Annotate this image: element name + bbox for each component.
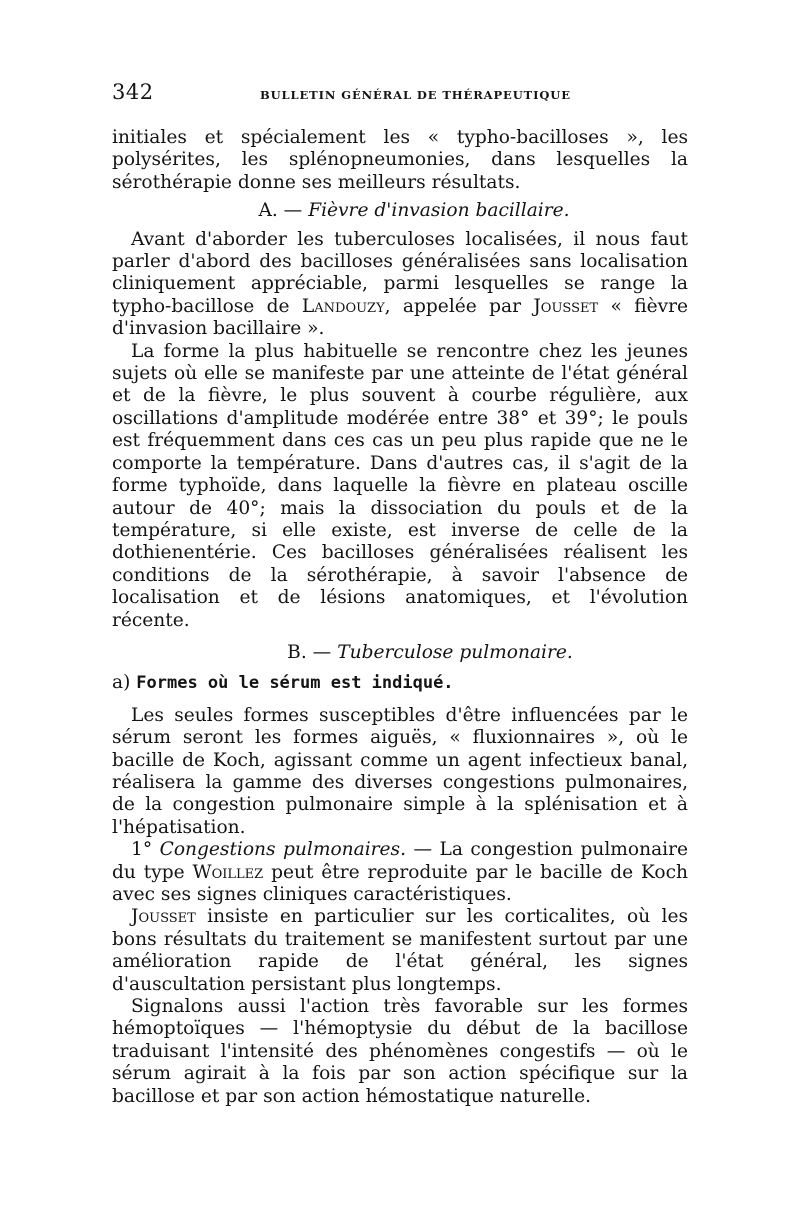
author-name-jousset: Jousset <box>533 295 599 317</box>
section-label-b: B. — <box>287 641 332 663</box>
text-run: Avant d'aborder les tuberculoses localisées, il nous faut parler d'abord des bacilloses généralisées sans localisation cliniquement appréciable, parmi lesquelles se range la typho-bacillose de <box>112 228 688 317</box>
page-header <box>112 80 687 106</box>
section-label-a: A. — <box>258 200 303 222</box>
text-run: , appelée par <box>384 295 534 317</box>
subsection-heading <box>112 672 688 694</box>
page-number: 342 <box>112 80 154 104</box>
text-run: — La congestion pulmonaire du type <box>112 839 688 883</box>
author-name-landouzy: Landouzy <box>301 295 385 317</box>
paragraph-congestions <box>112 839 688 906</box>
paragraph-formes-aigues: Les seules formes susceptibles d'être influencées par le sérum seront les formes aiguës, « fluxionnaires », où le bacille de Koch, agissant comme un agent infectieux banal, réalisera la gamme des diverses congestions pulmonaires, de la congestion pulmonaire simple à la splénisation et à l'hépatisation. <box>112 704 688 838</box>
text-run: insiste en particulier sur les corticalites, où les bons résultats du traitement se manifestent surtout par une amélioration rapide de l'état général, les signes d'auscultation persistant plus longtemps. <box>112 906 688 995</box>
author-name-jousset: Jousset <box>131 906 196 928</box>
paragraph-forme-habituelle: La forme la plus habituelle se rencontre chez les jeunes sujets où elle se manifeste par une atteinte de l'état général et de la fièvre, le plus souvent à courbe régulière, aux oscillations d'amplitude modérée entre 38° et 39°; le pouls est fréquemment dans ces cas un peu plus rapide que ne le comporte la température. Dans d'autres cas, il s'agit de la forme typhoïde, dans laquelle la fièvre en plateau oscille autour de 40°; mais la dissociation du pouls et de la température, si elle existe, est inverse de celle de la dothienentérie. Ces bacilloses généralisées réalisent les conditions de la sérothérapie, à savoir l'absence de localisation et de lésions anatomiques, et l'évolution récente. <box>112 340 688 631</box>
section-heading-b <box>112 632 688 670</box>
author-name-woillez: Woillez <box>192 861 264 883</box>
page-body <box>112 127 688 1108</box>
subsection-label: a) <box>112 672 131 694</box>
running-title: BULLETIN GÉNÉRAL DE THÉRAPEUTIQUE <box>260 88 571 102</box>
paragraph-title: Congestions pulmonaires. <box>159 839 407 861</box>
section-title-a: Fièvre d'invasion bacillaire. <box>308 200 570 222</box>
list-number: 1° <box>131 839 153 861</box>
text-run: peut être reproduite par le bacille de Koch avec ses signes cliniques caractéristiques. <box>112 861 688 905</box>
section-heading-a <box>112 194 688 228</box>
paragraph-continuation: initiales et spécialement les « typho-bacilloses », les polysérites, les splénopneumonies, dans lesquelles la sérothérapie donne ses meilleurs résultats. <box>112 127 688 193</box>
section-title-b: Tuberculose pulmonaire. <box>337 641 573 663</box>
subsection-title: Formes où le sérum est indiqué. <box>136 673 454 694</box>
paragraph-typho-bacillose <box>112 229 688 341</box>
paragraph-hemoptoiques: Signalons aussi l'action très favorable sur les formes hémoptoïques — l'hémoptysie du début de la bacillose traduisant l'intensité des phénomènes congestifs — où le sérum agirait à la fois par son action spécifique sur la bacillose et par son action hémostatique naturelle. <box>112 996 688 1107</box>
text-run: « fièvre d'invasion bacillaire ». <box>112 295 688 340</box>
paragraph-corticalites <box>112 906 688 996</box>
